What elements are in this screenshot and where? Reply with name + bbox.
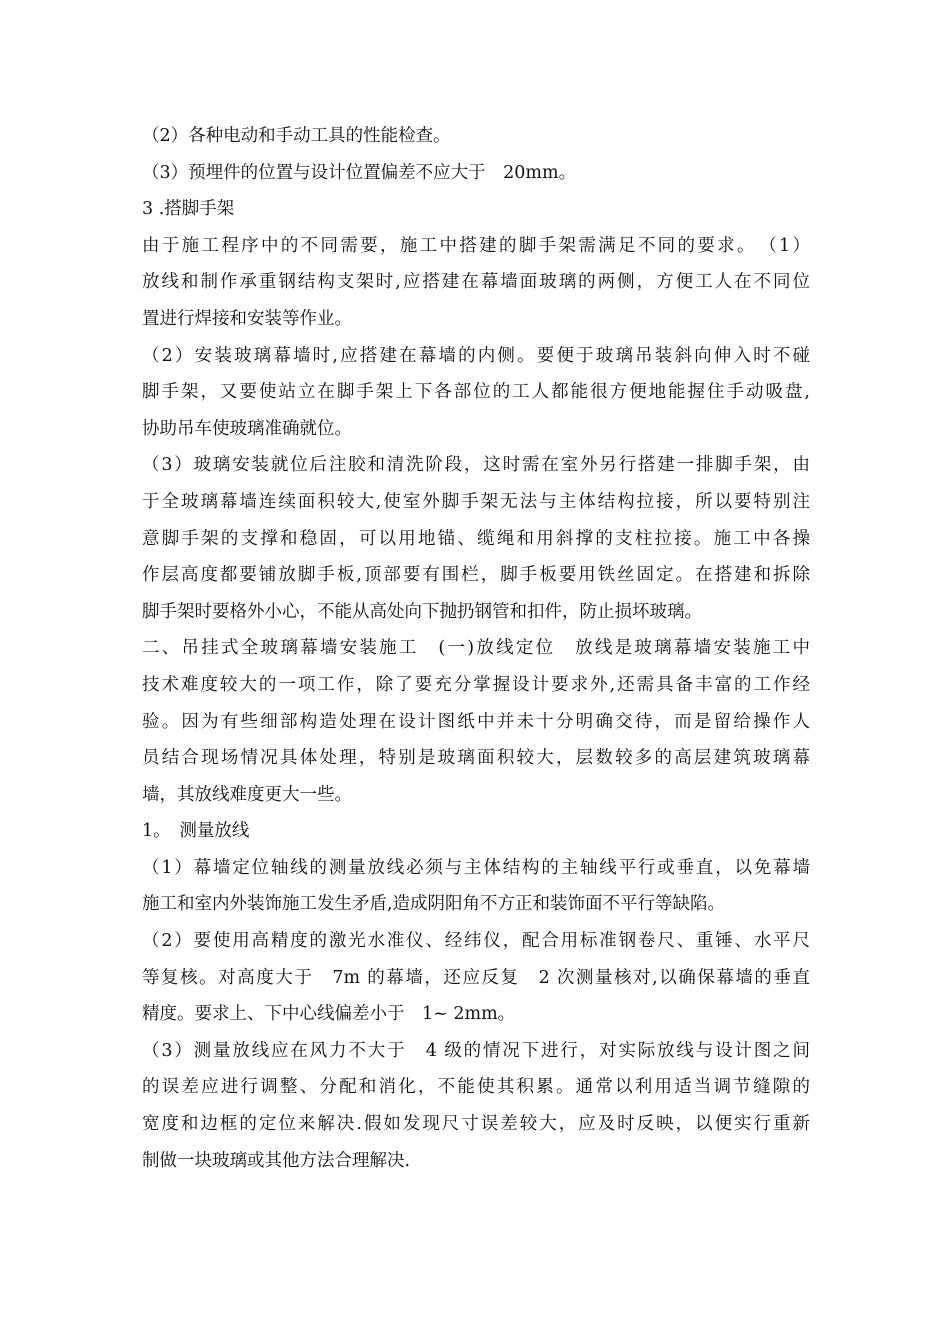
text-line: 脚手架时要格外小心，不能从高处向下抛扔钢管和扣件，防止损坏玻璃。 [142, 601, 702, 622]
document-body [142, 118, 810, 1179]
text-line: （2）要使用高精度的激光水准仪、经纬仪，配合用标准钢卷尺、重锤、水平尺 [142, 931, 810, 952]
text-line: （1）幕墙定位轴线的测量放线必须与主体结构的主轴线平行或垂直，以免幕墙 [142, 857, 810, 878]
subsection-heading: 1。 测量放线 [142, 821, 250, 842]
text-line: （2）各种电动和手动工具的性能检查。 [142, 126, 451, 146]
text-line: 脚手架，又要使站立在脚手架上下各部位的工人都能很方便地能握住手动吸盘, [142, 382, 810, 403]
text-line: 由于施工程序中的不同需要，施工中搭建的脚手架需满足不同的要求。 （1） [142, 235, 810, 256]
text-line: 于全玻璃幕墙连续面积较大,使室外脚手架无法与主体结构拉接，所以要特别注 [142, 491, 810, 512]
text-line: 协助吊车使玻璃准确就位。 [142, 418, 352, 439]
text-line: 作层高度都要铺放脚手板,顶部要有围栏，脚手板要用铁丝固定。在搭建和拆除 [142, 565, 810, 586]
section-heading: 二、吊挂式全玻璃幕墙安装施工 (一)放线定位 放线是玻璃幕墙安装施工中 [142, 638, 810, 659]
text-line: 放线和制作承重钢结构支架时,应搭建在幕墙面玻璃的两侧，方便工人在不同位 [142, 272, 810, 293]
text-line: 墙，其放线难度更大一些。 [142, 784, 352, 805]
text-line: 的误差应进行调整、分配和消化，不能使其积累。通常以利用适当调节缝隙的 [142, 1077, 810, 1098]
text-line: 技术难度较大的一项工作，除了要充分掌握设计要求外,还需具备丰富的工作经 [142, 674, 810, 695]
text-line: 验。因为有些细部构造处理在设计图纸中并未十分明确交待，而是留给操作人 [142, 711, 810, 732]
text-line: （2）安装玻璃幕墙时,应搭建在幕墙的内侧。要便于玻璃吊装斜向伸入时不碰 [142, 345, 810, 366]
text-line: 宽度和边框的定位来解决.假如发现尺寸误差较大，应及时反映，以便实行重新 [142, 1114, 810, 1135]
text-line: 意脚手架的支撑和稳固，可以用地锚、缆绳和用斜撑的支柱拉接。施工中各操 [142, 528, 810, 549]
text-line: 施工和室内外装饰施工发生矛盾,造成阴阳角不方正和装饰面不平行等缺陷。 [142, 894, 726, 915]
text-line: 制做一块玻璃或其他方法合理解决. [142, 1150, 411, 1171]
text-line: 员结合现场情况具体处理，特别是玻璃面积较大，层数较多的高层建筑玻璃幕 [142, 748, 810, 769]
text-line: 等复核。对高度大于 7m 的幕墙，还应反复 2 次测量核对,以确保幕墙的垂直 [142, 967, 810, 988]
text-line: 精度。要求上、下中心线偏差小于 1~ 2mm。 [142, 1004, 516, 1025]
text-line: （3）预埋件的位置与设计位置偏差不应大于 20mm。 [142, 162, 577, 183]
text-line: 置进行焊接和安装等作业。 [142, 308, 352, 329]
section-heading: 3 .搭脚手架 [142, 199, 235, 220]
text-line: （3）玻璃安装就位后注胶和清洗阶段，这时需在室外另行搭建一排脚手架，由 [142, 455, 810, 476]
text-line: （3）测量放线应在风力不大于 4 级的情况下进行，对实际放线与设计图之间 [142, 1040, 810, 1061]
